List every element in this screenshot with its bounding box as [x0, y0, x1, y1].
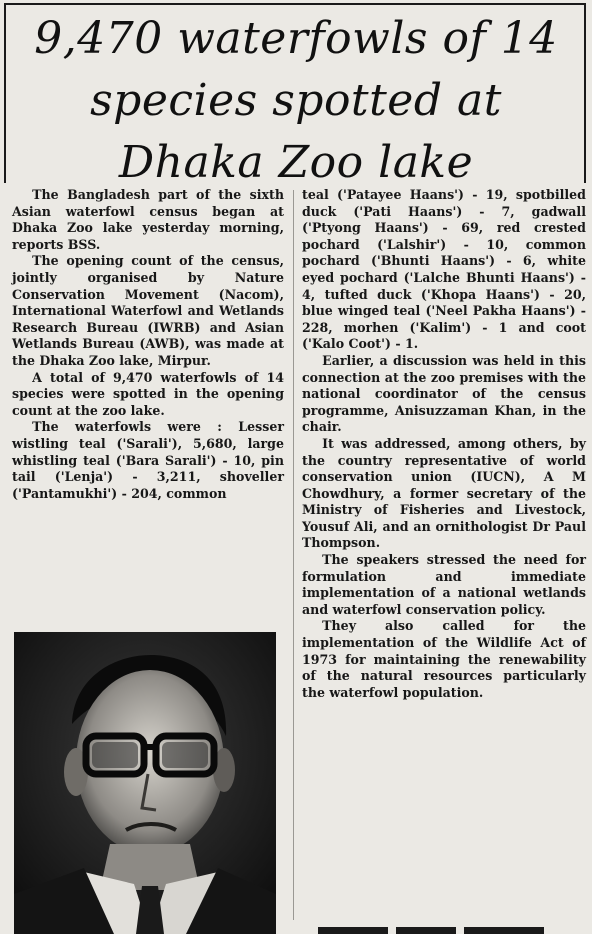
- portrait-photo: [14, 632, 276, 934]
- paragraph-intro: The Bangladesh part of the sixth Asian waterfowl census began at Dhaka Zoo lake yesterday morning, reports BSS.: [12, 187, 284, 252]
- portrait-illustration: [14, 632, 276, 934]
- next-article-fragment: [318, 924, 558, 934]
- paragraph-wildlife-act: They also called for the implementation of the Wildlife Act of 1973 for maintaining the renewability of the natural resources particularly the waterfowl population.: [302, 618, 586, 700]
- headline-line-1: 9,470 waterfowls of 14: [34, 13, 558, 64]
- frame-right-rule: [584, 3, 586, 183]
- article-column-right: [302, 187, 586, 701]
- headline-line-3: Dhaka Zoo lake: [118, 137, 474, 188]
- paragraph-total: A total of 9,470 waterfowls of 14 species were spotted in the opening count at the zoo lake.: [12, 369, 284, 418]
- paragraph-species-list: The waterfowls were : Lesser wistling teal ('Sarali'), 5,680, large whistling teal ('Bara Sarali') - 10, pin tail ('Lenja') - 3,211, shoveller ('Pantamukhi') - 204, common: [12, 419, 284, 501]
- paragraph-discussion: Earlier, a discussion was held in this connection at the zoo premises with the national coordinator of the census programme, Anisuzzaman Khan, in the chair.: [302, 352, 586, 435]
- paragraph-policy: The speakers stressed the need for formulation and immediate implementation of a national wetlands and waterfowl conservation policy.: [302, 552, 586, 617]
- column-divider: [293, 190, 294, 920]
- paragraph-species-list-continued: teal ('Patayee Haans') - 19, spotbilled duck ('Pati Haans') - 7, gadwall ('Ptyong Haans') - 69, red crested pochard ('Lalshir') - 10, common pochard ('Bhunti Haans') - 6, white eyed pochard ('Lalche Bhunti Haans') - 4, tufted duck ('Khopa Haans') - 20, blue winged teal ('Neel Pakha Haans') - 228, morhen ('Kalim') - 1 and coot ('Kalo Coot') - 1.: [302, 187, 586, 352]
- paragraph-speakers: It was addressed, among others, by the country representative of world conservation union (IUCN), A M Chowdhury, a former secretary of the Ministry of Fisheries and Livestock, Yousuf Ali, and an ornithologist Dr Paul Thompson.: [302, 435, 586, 551]
- frame-left-rule: [4, 3, 6, 183]
- headline-line-2: species spotted at: [90, 75, 502, 126]
- frame-top-rule: [4, 3, 586, 5]
- article-column-left: [12, 187, 284, 502]
- paragraph-opening-count: The opening count of the census, jointly organised by Nature Conservation Movement (Nacom), International Waterfowl and Wetlands Research Bureau (IWRB) and Asian Wetlands Bureau (AWB), was made at the Dhaka Zoo lake, Mirpur.: [12, 253, 284, 368]
- headline: [8, 8, 584, 194]
